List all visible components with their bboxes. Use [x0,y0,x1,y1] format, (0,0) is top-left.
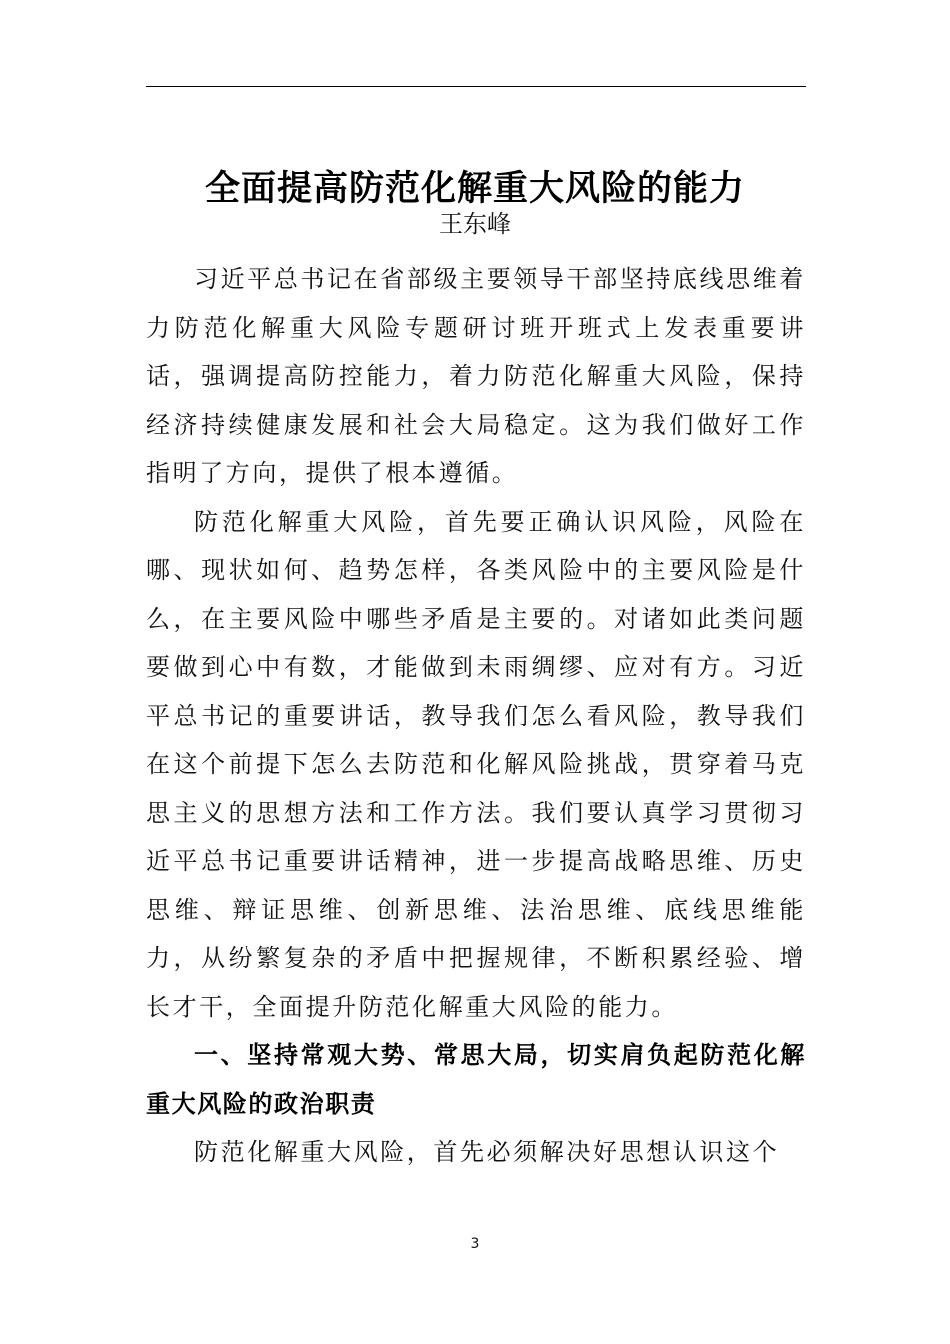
author-name: 王东峰 [439,210,511,238]
document-title: 全面提高防范化解重大风险的能力 [204,168,745,210]
header-rule [146,86,806,87]
section-heading-1: 一、坚持常观大势、常思大局，切实肩负起防范化解重大风险的政治职责 [146,1041,806,1118]
paragraph-1: 习近平总书记在省部级主要领导干部坚持底线思维着力防范化解重大风险专题研讨班开班式上发表重要讲话，强调提高防控能力，着力防范化解重大风险，保持经济持续健康发展和社会大局稳定。这为我们做好工作指明了方向，提供了根本遵循。 [146,265,806,487]
paragraph-3: 防范化解重大风险，首先必须解决好思想认识这个 [194,1138,780,1166]
document-body [146,255,806,1177]
paragraph-2: 防范化解重大风险，首先要正确认识风险，风险在哪、现状如何、趋势怎样，各类风险中的主要风险是什么，在主要风险中哪些矛盾是主要的。对诸如此类问题要做到心中有数，才能做到未雨绸缪、应对有方。习近平总书记的重要讲话，教导我们怎么看风险，教导我们在这个前提下怎么去防范和化解风险挑战，贯穿着马克思主义的思想方法和工作方法。我们要认真学习贯彻习近平总书记重要讲话精神，进一步提高战略思维、历史思维、辩证思维、创新思维、法治思维、底线思维能力，从纷繁复杂的矛盾中把握规律，不断积累经验、增长才干，全面提升防范化解重大风险的能力。 [146,507,806,1021]
page-number: 3 [470,1236,480,1252]
